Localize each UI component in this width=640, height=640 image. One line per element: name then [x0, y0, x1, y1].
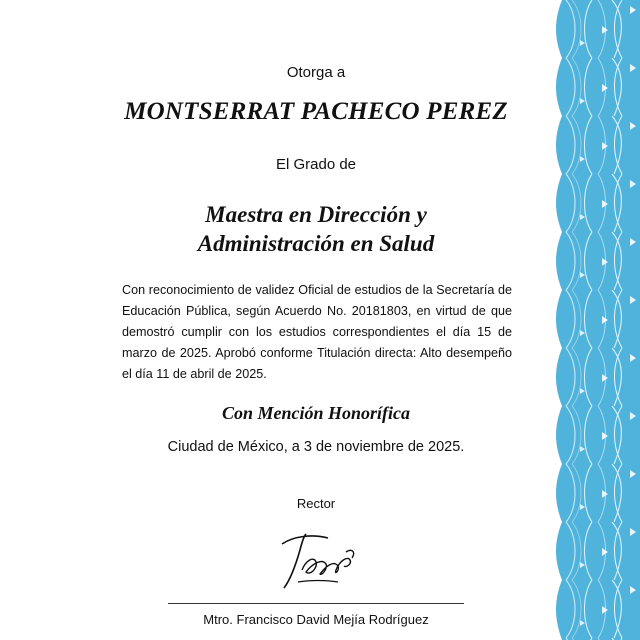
place-and-date: Ciudad de México, a 3 de noviembre de 2025.	[167, 439, 465, 455]
signature-image	[276, 530, 362, 592]
degree-label: El Grado de	[275, 156, 357, 173]
degree-title-line2: Administración en Salud	[197, 231, 435, 256]
honor-mention: Con Mención Honorífica	[221, 403, 411, 423]
signer-name: Mtro. Francisco David Mejía Rodríguez	[203, 612, 429, 627]
recognition-paragraph: Con reconocimiento de validez Oficial de estudios de la Secretaría de Educación Pública, según Acuerdo No. 20181803, en virtud de que demostró cumplir con los estudios correspondientes el día 15 de marzo de 2025. Aprobó conforme Titulación directa: Alto desempeño el día 11 de abril de 2025.	[122, 283, 512, 381]
degree-title-line1: Maestra en Dirección y	[205, 202, 427, 227]
intro-text: Otorga a	[286, 64, 346, 81]
signature-line	[168, 603, 464, 604]
degree-title	[60, 200, 572, 258]
recipient-name: MONTSERRAT PACHECO PEREZ	[124, 98, 508, 125]
signer-title: Rector	[296, 496, 336, 511]
decorative-border	[552, 0, 640, 640]
